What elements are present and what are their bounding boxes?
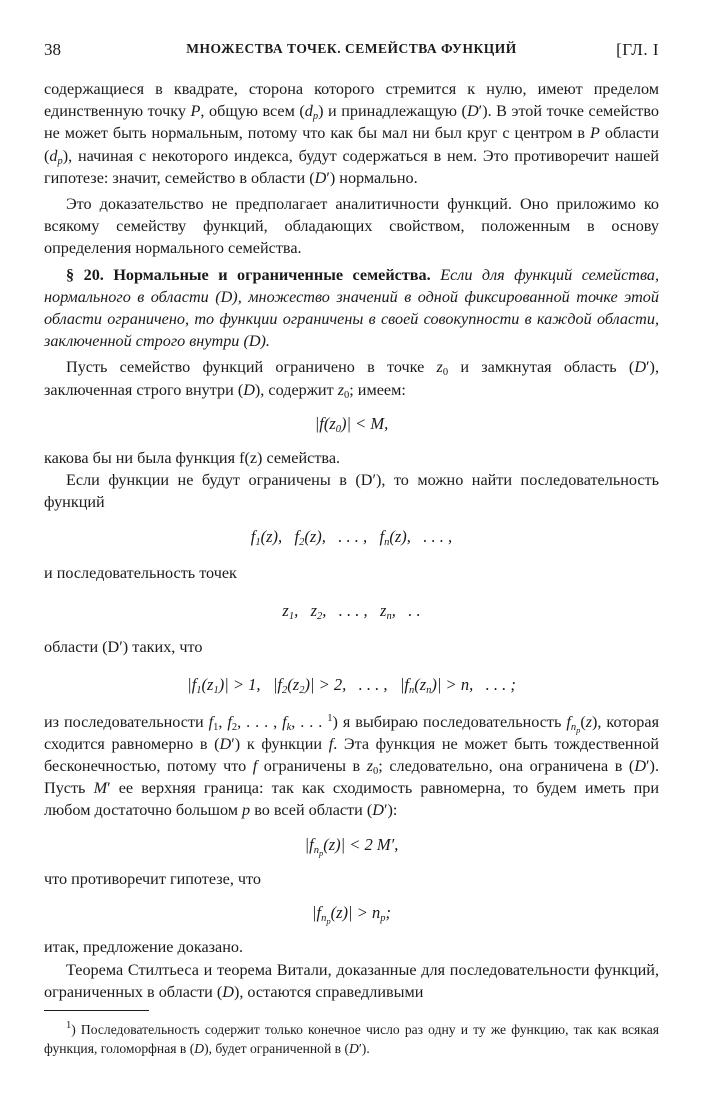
- page-number: 38: [44, 40, 61, 59]
- paragraph-12: Теорема Стилтьеса и теорема Витали, доказанные для последовательности функций, ограниченных в области (D), остаются справедливыми: [44, 960, 659, 1001]
- paragraph-1: содержащиеся в квадрате, сторона которого стремится к нулю, имеют пределом единственную точку P, общую всем $(d_p)$ и принадлежащую (D′). В этой точке семейство не может быть нормальным, потому что как бы мал ни был круг с центром в P области $(d_p)$, начиная с некоторого индекса, будут содержаться в нем. Это противоречит нашей гипотезе: значит, семейство в области (D′) нормально.: [44, 80, 659, 187]
- equation-6: $|f_{n_p}(z)| > n_p$;: [312, 903, 391, 927]
- paragraph-5: какова бы ни была функция f(z) семейства.: [44, 449, 341, 468]
- paragraph-8: области (D′) таких, что: [44, 638, 203, 657]
- paragraph-9: из последовательности $f_1$, $f_2$, . . . , $f_k$, . . . $^1$) я выбираю последовательность $f_{n_p}(z)$, которая сходится равномерно в (D′) к функции f. Эта функция не может быть тождественной бесконечностью, потому что f ограничены в $z_0$; следовательно, она ограничена в (D′). Пусть M′ ее верхняя граница: так как сходимость равномерна, то будем иметь при любом достаточно большом p во всей области (D′):: [44, 712, 660, 820]
- paragraph-7: и последовательность точек: [44, 563, 237, 582]
- paragraph-10: что противоречит гипотезе, что: [44, 869, 262, 888]
- page-header: [44, 40, 659, 62]
- footnote: $^1$) Последовательность содержит только конечное число раз одну и ту же функцию, так как всякая функция, голоморфная в (D), будет ограниченной в (D′).: [44, 1020, 659, 1056]
- equation-1: $|f(z_0)| < M$,: [314, 413, 389, 435]
- paragraph-section-20: § 20. Нормальные и ограниченные семейства. Если для функций семейства, нормального в области (D), множество значений в одной фиксированной точке этой области ограничено, то функции ограничены в своей совокупности в каждой области, заключенной строго внутри (D).: [44, 265, 660, 351]
- equation-3: $z_1$, $z_2$, . . . , $z_n$, . .: [282, 601, 421, 623]
- equation-4: $|f_1(z_1)| > 1$, $|f_2(z_2)| > 2$, . . . , $|f_n(z_n)| > n$, . . . ;: [187, 675, 516, 697]
- footnote-divider: [44, 1010, 149, 1011]
- running-title: МНОЖЕСТВА ТОЧЕК. СЕМЕЙСТВА ФУНКЦИЙ: [186, 41, 517, 56]
- paragraph-11: итак, предложение доказано.: [44, 938, 244, 957]
- paragraph-6: Если функции не будут ограничены в (D′), то можно найти последовательность функций: [44, 471, 659, 512]
- page-body: [44, 78, 659, 1003]
- equation-2: $f_1(z)$, $f_2(z)$, . . . , $f_n(z)$, . . . ,: [250, 526, 453, 548]
- paragraph-4: Пусть семейство функций ограничено в точке $z_0$ и замкнутая область (D′), заключенная строго внутри (D), содержит $z_0$; имеем:: [44, 358, 659, 401]
- chapter-label: [ГЛ. I: [616, 40, 659, 59]
- paragraph-2: Это доказательство не предполагает аналитичности функций. Оно приложимо ко всякому семейству функций, обладающих свойством, положенным в основу определения нормального семейства.: [44, 195, 659, 258]
- equation-5: $|f_{n_p}(z)| < 2$ M′,: [304, 834, 399, 858]
